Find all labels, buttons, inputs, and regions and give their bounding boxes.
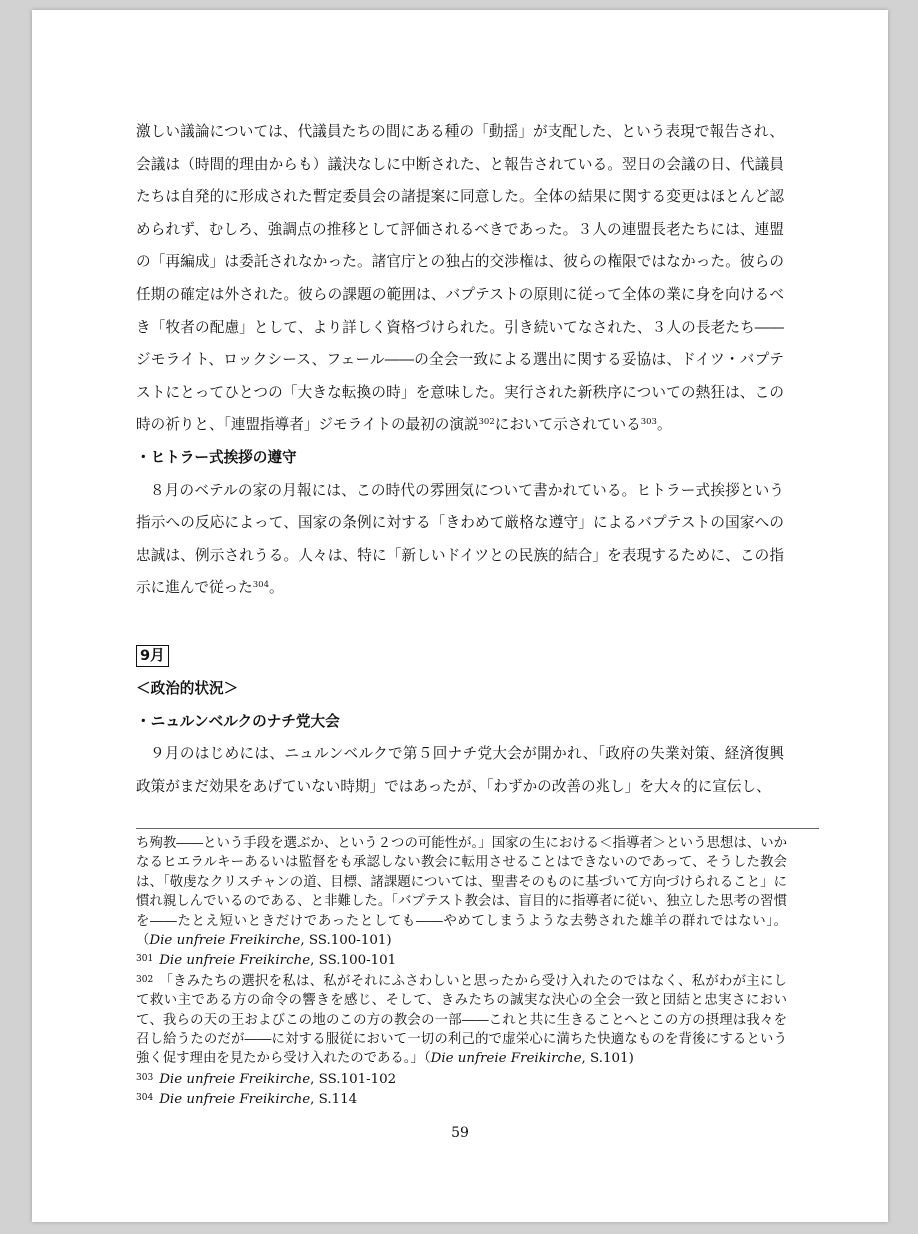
footnote-ref[interactable]: 303 — [640, 417, 657, 428]
footnote-ref[interactable]: 302 — [478, 417, 495, 428]
footnote-source: Die unfreie Freikirche — [149, 933, 301, 949]
footnote-source: Die unfreie Freikirche — [159, 1071, 311, 1087]
paragraph-text: 。 — [656, 416, 672, 434]
paragraph-text: 。 — [269, 579, 284, 597]
footnote-number: 301 — [136, 954, 154, 965]
page-number: 59 — [451, 1125, 469, 1141]
footnote-continuation — [136, 834, 787, 950]
footnote-302 — [136, 971, 787, 1069]
footnote-text: 「きみたちの選択を私は、私がそれにふさわしいと思ったから受け入れたのではなく、私がわが主にして救い主である方の命令の響きを感じ、そして、きみたちの誠実な決心の全会一致と団結と忠実さにおいて、我らの天の王およびこの地のこの方の教会の一部――これと共に生きることへとこの方の摂理は我々を召し給うたのだが――に対する服従において一切の利己的で虚栄心に満ちた快適なものを背後にするという強く促す理由を見たから受け入れたのである。」（ — [136, 973, 787, 1067]
paragraph-text: において示されている — [494, 416, 641, 434]
footnote-source: Die unfreie Freikirche — [430, 1051, 582, 1067]
body-paragraph — [136, 475, 784, 605]
footnote-source: Die unfreie Freikirche — [159, 1092, 311, 1108]
footnotes — [136, 834, 787, 1110]
footnote-pages: , SS.100-101) — [300, 933, 392, 949]
footnote-divider — [136, 828, 819, 829]
footnote-304 — [136, 1089, 787, 1109]
section-heading: ・ニュルンベルクのナチ党大会 — [136, 712, 340, 730]
footnote-pages: , SS.101-102 — [310, 1071, 397, 1087]
footnote-303 — [136, 1069, 787, 1089]
main-text — [136, 116, 784, 803]
body-paragraph — [136, 116, 784, 442]
footnote-number: 303 — [136, 1072, 154, 1083]
month-label: 9月 — [136, 645, 169, 667]
paragraph-text: 激しい議論については、代議員たちの間にある種の「動揺」が支配した、という表現で報告され、会議は（時間的理由からも）議決なしに中断された、と報告されている。翌日の会議の日、代議員たちは自発的に形成された暫定委員会の諸提案に同意した。全体の結果に関する変更はほとんど認められず、むしろ、強調点の推移として評価されるべきであった。３人の連盟長老たちには、連盟の「再編成」は委託されなかった。諸官庁との独占的交渉権は、彼らの権限ではなかった。彼らの任期の確定は外された。彼らの課題の範囲は、バプテストの原則に従って全体の業に身を向けるべき「牧者の配慮」として、より詳しく資格づけられた。引き続いてなされた、３人の長老たち――ジモライト、ロックシース、フェール――の全会一致による選出に関する妥協は、ドイツ・バプテストにとってひとつの「大きな転換の時」を意味した。実行された新秩序についての熱狂は、この時の祈りと、「連盟指導者」ジモライトの最初の演説 — [136, 123, 784, 434]
section-heading: ・ヒトラー式挨拶の遵守 — [136, 448, 297, 466]
footnote-pages: , SS.100-101 — [310, 953, 397, 969]
footnote-ref[interactable]: 304 — [252, 580, 269, 591]
document-page — [32, 10, 888, 1222]
footnote-text: ち殉教――という手段を選ぶか、という２つの可能性が。」国家の生における＜指導者＞という思想は、いかなるヒエラルキーあるいは監督をも承認しない教会に転用させることはできないのであって、そうした教会は、「敬虔なクリスチャンの道、目標、諸課題については、聖書そのものに基づいて方向づけられること」に慣れ親しんでいるのである、と非難した。「バプテスト教会は、盲目的に指導者に従い、独立した思考の習慣を――たとえ短いときだけであったとしても――やめてしまうような去勢された雄羊の群れではない」。（ — [136, 836, 787, 949]
footnote-number: 302 — [136, 974, 154, 985]
body-paragraph: ９月のはじめには、ニュルンベルクで第５回ナチ党大会が開かれ、「政府の失業対策、経済復興政策がまだ効果をあげていない時期」ではあったが、「わずかの改善の兆し」を大々的に宣伝し、 — [136, 745, 784, 795]
paragraph-text: ８月のベテルの家の月報には、この時代の雰囲気について書かれている。ヒトラー式挨拶という指示への反応によって、国家の条例に対する「きわめて厳格な遵守」によるバプテストの国家への忠誠は、例示されうる。人々は、特に「新しいドイツとの民族的結合」を表現するために、この指示に進んで従った — [136, 481, 784, 597]
footnote-number: 304 — [136, 1093, 154, 1104]
footnote-pages: , S.114 — [310, 1092, 358, 1108]
section-heading: ＜政治的状況＞ — [136, 679, 239, 697]
footnote-301 — [136, 950, 787, 970]
footnote-pages: , S.101) — [581, 1051, 634, 1067]
footnote-source: Die unfreie Freikirche — [159, 953, 311, 969]
